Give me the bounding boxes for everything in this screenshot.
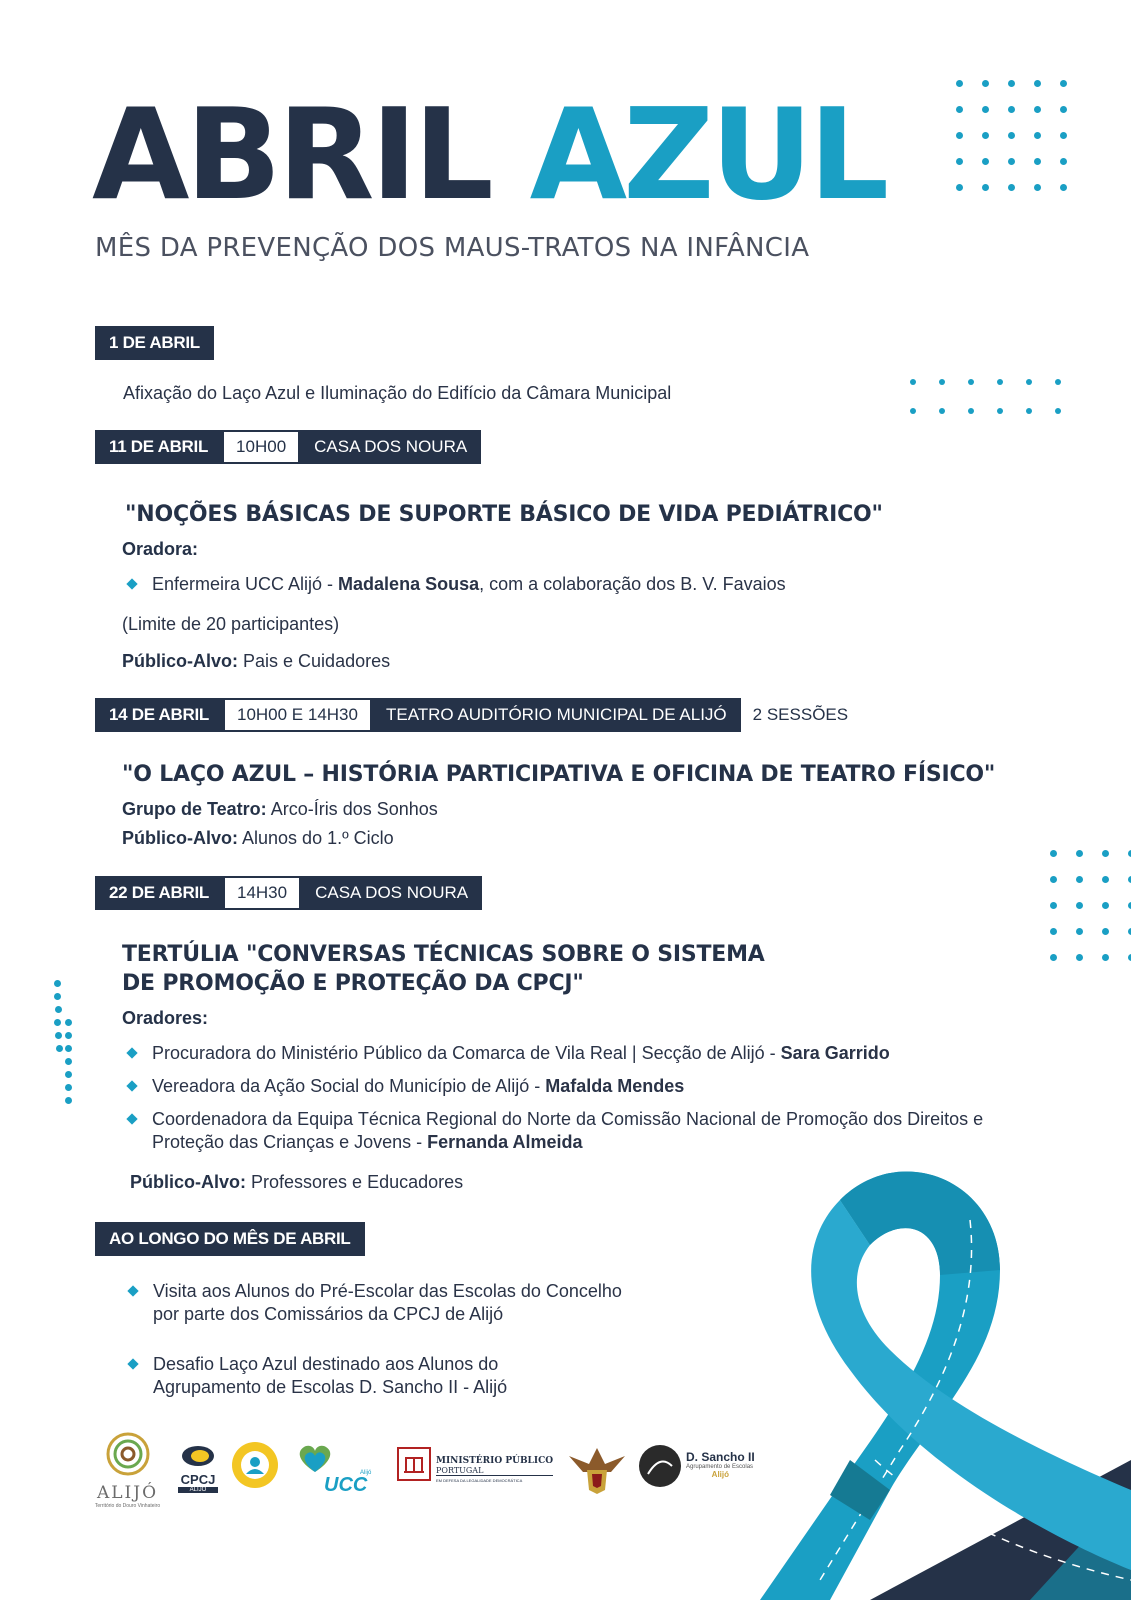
event2-time: 10H00 — [222, 430, 300, 464]
event4-date: 22 DE ABRIL — [95, 876, 223, 910]
decorative-dot — [1026, 408, 1032, 414]
eagle-crest-icon — [567, 1442, 627, 1494]
diamond-bullet-icon — [126, 1113, 137, 1124]
event1-header — [95, 326, 214, 360]
decorative-dot — [1102, 902, 1109, 909]
event3-group-label: Grupo de Teatro: — [122, 799, 267, 819]
decorative-dot — [968, 379, 974, 385]
decorative-dot — [1055, 408, 1061, 414]
event4-title-line2: DE PROMOÇÃO E PROTEÇÃO DA CPCJ" — [122, 970, 584, 996]
month-item-line: por parte dos Comissários da CPCJ de Alijó — [153, 1304, 504, 1325]
decorative-dot — [54, 980, 61, 987]
diamond-bullet-icon — [126, 1080, 137, 1091]
decorative-dot — [1076, 902, 1083, 909]
d-sancho-logo — [638, 1444, 778, 1493]
decorative-dot — [1060, 106, 1067, 113]
event3-group — [122, 799, 438, 820]
ministerio-publico-logo — [396, 1446, 556, 1487]
month-item — [123, 1280, 622, 1327]
decorative-dot — [65, 1084, 72, 1091]
page-subtitle: MÊS DA PREVENÇÃO DOS MAUS-TRATOS NA INFÂNCIA — [95, 233, 810, 263]
decorative-dot — [56, 1045, 63, 1052]
decorative-dot — [910, 408, 916, 414]
decorative-dot — [968, 408, 974, 414]
event3-date: 14 DE ABRIL — [95, 698, 223, 732]
decorative-dot — [1034, 158, 1041, 165]
event3-group-value: Arco-Íris dos Sonhos — [270, 799, 438, 819]
decorative-dot — [1055, 379, 1061, 385]
event3-time: 10H00 E 14H30 — [223, 698, 372, 732]
decorative-dot — [1102, 876, 1109, 883]
decorative-dot — [1102, 954, 1109, 961]
ucc-logo-sub: Alijó — [360, 1470, 372, 1476]
event2-audience — [122, 651, 390, 672]
decorative-dot — [1050, 876, 1057, 883]
ucc-logo — [294, 1444, 374, 1496]
decorative-dot — [956, 158, 963, 165]
decorative-dot — [1060, 132, 1067, 139]
event3-title: "O LAÇO AZUL – HISTÓRIA PARTICIPATIVA E OFICINA DE TEATRO FÍSICO" — [122, 762, 996, 787]
event3-sessions: 2 SESSÕES — [752, 705, 849, 724]
event4-time: 14H30 — [223, 876, 301, 910]
event4-header — [95, 876, 482, 910]
decorative-dot — [982, 132, 989, 139]
decorative-dot — [956, 80, 963, 87]
event3-audience — [122, 828, 394, 849]
event2-speaker-name: Madalena Sousa — [338, 574, 480, 594]
event2-place: CASA DOS NOURA — [300, 430, 481, 464]
blue-ribbon-icon — [700, 1160, 1131, 1600]
decorative-dot — [1060, 158, 1067, 165]
month-item-line: Desafio Laço Azul destinado aos Alunos do — [153, 1354, 499, 1374]
decorative-dot — [1034, 80, 1041, 87]
decorative-dot — [982, 106, 989, 113]
decorative-dot — [55, 1006, 62, 1013]
decorative-dot — [997, 379, 1003, 385]
d-sancho-emblem-icon — [638, 1444, 682, 1488]
event4-audience-label: Público-Alvo: — [130, 1172, 246, 1192]
event2-title: "NOÇÕES BÁSICAS DE SUPORTE BÁSICO DE VIDA PEDIÁTRICO" — [125, 502, 883, 527]
decorative-dot — [55, 1032, 62, 1039]
event2-speaker-suffix: , com a colaboração dos B. V. Favaios — [479, 574, 786, 594]
speaker-name: Mafalda Mendes — [545, 1076, 685, 1096]
event2-speaker-role: Enfermeira UCC Alijó - — [152, 574, 339, 594]
decorative-dot — [939, 379, 945, 385]
cpcj-logo — [178, 1445, 218, 1493]
decorative-dot — [956, 106, 963, 113]
decorative-dot — [1102, 850, 1109, 857]
decorative-dot — [1060, 80, 1067, 87]
mp-line2: PORTUGAL — [436, 1466, 553, 1476]
decorative-dot — [910, 379, 916, 385]
school-name: D. Sancho II — [686, 1450, 755, 1464]
event1-date: 1 DE ABRIL — [95, 326, 214, 360]
decorative-dot — [1060, 184, 1067, 191]
ministerio-publico-emblem-icon — [396, 1446, 432, 1482]
event2-speaker-item — [122, 573, 786, 596]
dots-decoration-right — [1050, 850, 1131, 961]
decorative-dot — [54, 993, 61, 1000]
decorative-dot — [1008, 184, 1015, 191]
event4-audience-value: Professores e Educadores — [251, 1172, 464, 1192]
speaker-role: Coordenadora da Equipa Técnica Regional do Norte da Comissão Nacional de Promoção dos Direitos e Proteção das Crianças e Jovens - — [152, 1109, 984, 1153]
cpcj-emblem-icon — [180, 1445, 216, 1467]
speaker-role: Vereadora da Ação Social do Município de Alijó - — [152, 1076, 546, 1096]
school-sub: Agrupamento de Escolas — [686, 1464, 754, 1470]
decorative-dot — [1076, 876, 1083, 883]
title-azul: AZUL — [529, 81, 886, 228]
cpcj-logo-text: CPCJ — [180, 1472, 216, 1487]
comissao-nacional-emblem-icon — [230, 1440, 280, 1490]
diamond-bullet-icon — [126, 578, 137, 589]
event4-place: CASA DOS NOURA — [301, 876, 482, 910]
decorative-dot — [1026, 379, 1032, 385]
decorative-dot — [1034, 184, 1041, 191]
event2-audience-value: Pais e Cuidadores — [243, 651, 391, 671]
decorative-dot — [1076, 954, 1083, 961]
ucc-logo-text: UCC — [324, 1474, 368, 1496]
decorative-dot — [1008, 158, 1015, 165]
decorative-dot — [982, 158, 989, 165]
month-item-line: Agrupamento de Escolas D. Sancho II - Alijó — [153, 1377, 508, 1398]
decorative-dot — [1008, 106, 1015, 113]
event3-audience-label: Público-Alvo: — [122, 828, 238, 848]
event2-header — [95, 430, 481, 464]
decorative-dot — [1076, 928, 1083, 935]
d-sancho-text — [686, 1450, 755, 1479]
alijo-tagline: Território do Douro Vinhateiro — [94, 1503, 161, 1509]
partner-logos — [90, 1440, 790, 1520]
ministerio-publico-text — [436, 1456, 553, 1483]
event3-audience-value: Alunos do 1.º Ciclo — [242, 828, 394, 848]
dots-decoration-middle — [910, 379, 1061, 414]
ucc-heart-icon — [294, 1444, 336, 1474]
event2-audience-label: Público-Alvo: — [122, 651, 238, 671]
mp-line3: EM DEFESA DA LEGALIDADE DEMOCRÁTICA — [436, 1478, 523, 1483]
bombeiros-logo — [567, 1442, 627, 1499]
school-place: Alijó — [711, 1470, 730, 1479]
diamond-bullet-icon — [126, 1047, 137, 1058]
decorative-dot — [1050, 850, 1057, 857]
decorative-dot — [1102, 928, 1109, 935]
event4-audience — [130, 1172, 463, 1193]
decorative-dot — [982, 184, 989, 191]
decorative-dot — [65, 1032, 72, 1039]
decorative-dot — [65, 1045, 72, 1052]
event2-speaker-label: Oradora: — [122, 539, 199, 559]
event3-header — [95, 698, 860, 732]
decorative-dot — [982, 80, 989, 87]
decorative-dot — [1008, 80, 1015, 87]
event4-title-line1: TERTÚLIA "CONVERSAS TÉCNICAS SOBRE O SISTEMA — [122, 942, 765, 967]
dots-decoration-top — [956, 80, 1067, 191]
decorative-dot — [1076, 850, 1083, 857]
decorative-dot — [65, 1019, 72, 1026]
event4-speaker-item — [122, 1108, 1032, 1155]
event4-title — [122, 941, 765, 998]
diamond-bullet-icon — [127, 1285, 138, 1296]
decorative-dot — [1008, 132, 1015, 139]
event2-date: 11 DE ABRIL — [95, 430, 222, 464]
decorative-dot — [1050, 928, 1057, 935]
decorative-dot — [54, 1019, 61, 1026]
page-title — [92, 81, 886, 228]
event2-limit: (Limite de 20 participantes) — [122, 614, 340, 634]
decorative-dot — [1050, 954, 1057, 961]
month-label: AO LONGO DO MÊS DE ABRIL — [95, 1222, 365, 1256]
month-item-line: Visita aos Alunos do Pré-Escolar das Escolas do Concelho — [153, 1281, 622, 1301]
month-header — [95, 1222, 365, 1256]
dots-decoration-left — [52, 980, 82, 1100]
event4-speakers-label: Oradores: — [122, 1008, 209, 1028]
speaker-name: Sara Garrido — [780, 1043, 890, 1063]
comissao-nacional-logo — [230, 1440, 280, 1495]
diamond-bullet-icon — [127, 1358, 138, 1369]
decorative-dot — [65, 1097, 72, 1104]
event1-description: Afixação do Laço Azul e Iluminação do Edifício da Câmara Municipal — [123, 383, 672, 403]
decorative-dot — [1034, 106, 1041, 113]
decorative-dot — [1034, 132, 1041, 139]
speaker-name: Fernanda Almeida — [427, 1132, 583, 1153]
speaker-role: Procuradora do Ministério Público da Comarca de Vila Real | Secção de Alijó - — [152, 1043, 781, 1063]
title-abril: ABRIL — [92, 81, 490, 228]
mp-line1: MINISTÉRIO PÚBLICO — [436, 1456, 554, 1466]
event3-place: TEATRO AUDITÓRIO MUNICIPAL DE ALIJÓ — [372, 698, 741, 732]
cpcj-logo-sub: ALIJÓ — [178, 1487, 218, 1493]
alijo-logo — [90, 1430, 165, 1509]
decorative-dot — [956, 184, 963, 191]
decorative-dot — [956, 132, 963, 139]
decorative-dot — [997, 408, 1003, 414]
event4-speaker-item — [122, 1042, 1042, 1065]
decorative-dot — [65, 1071, 72, 1078]
alijo-emblem-icon — [101, 1430, 155, 1478]
decorative-dot — [65, 1058, 72, 1065]
alijo-logo-text: ALIJÓ — [96, 1483, 159, 1503]
decorative-dot — [1050, 902, 1057, 909]
decorative-dot — [939, 408, 945, 414]
event4-speaker-item — [122, 1075, 1042, 1098]
month-item — [123, 1353, 507, 1400]
